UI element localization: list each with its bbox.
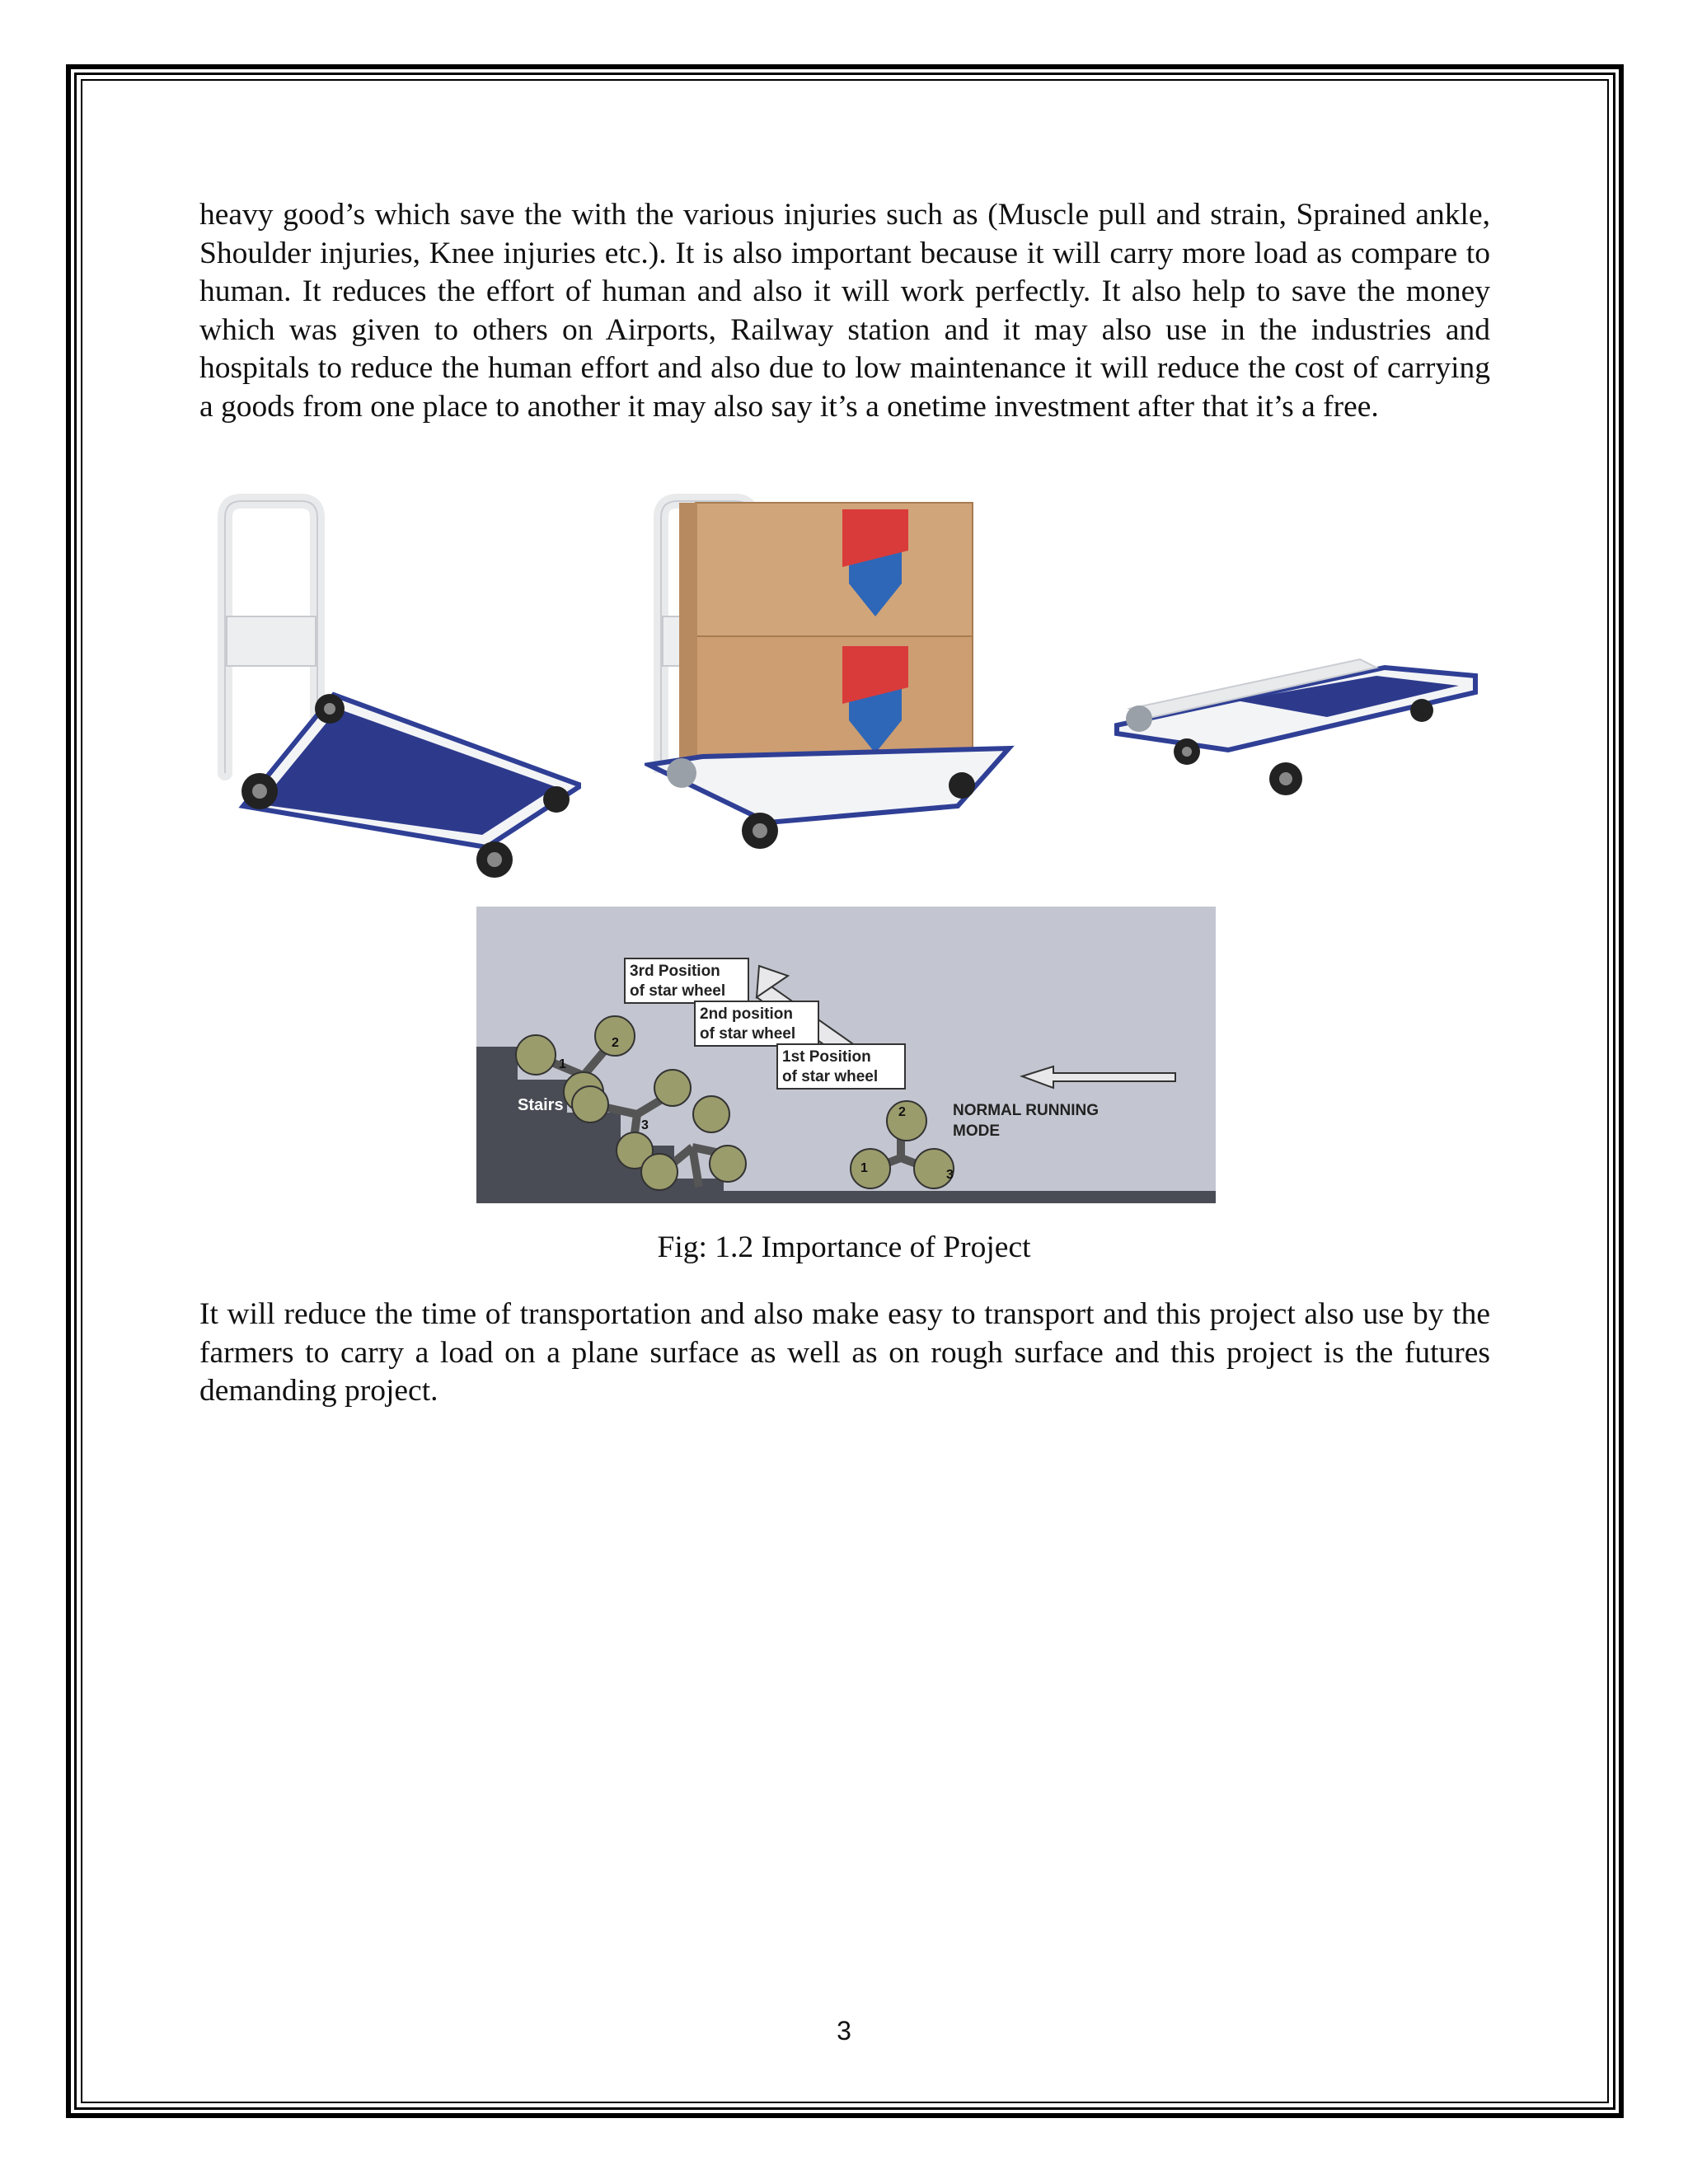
- wheel-number: 2: [898, 1105, 906, 1119]
- label-3rd-line1: 3rd Position: [630, 963, 720, 980]
- wheel-number: 1: [860, 1161, 868, 1175]
- label-1st-line1: 1st Position: [782, 1048, 871, 1066]
- body-paragraph-2: It will reduce the time of transportation and also make easy to transport and this project also use by the farmers to carry a load on a plane surface as well as on rough surface and this project is the futures demanding project.: [199, 1297, 1490, 1408]
- trolley-image-loaded: [645, 493, 1015, 855]
- star-wheel-diagram: [476, 907, 1216, 1203]
- label-3rd-line2: of star wheel: [630, 982, 726, 1000]
- trolley-image-folded: [1113, 651, 1484, 808]
- mode-label-line1: NORMAL RUNNING: [953, 1102, 1099, 1119]
- trolley-image-empty: [202, 493, 581, 880]
- mode-label-line2: MODE: [953, 1122, 1000, 1140]
- wheel-number: 2: [612, 1036, 619, 1050]
- wheel-number: 3: [641, 1118, 649, 1132]
- label-1st-line2: of star wheel: [782, 1068, 879, 1085]
- page-number: 3: [837, 2016, 851, 2046]
- label-2nd-line1: 2nd position: [700, 1005, 793, 1023]
- wheel-number: 3: [946, 1168, 954, 1182]
- figure-caption: Fig: 1.2 Importance of Project: [657, 1230, 1031, 1264]
- wheel-number: 1: [559, 1057, 566, 1071]
- body-paragraph-1: heavy good’s which save the with the various injuries such as (Muscle pull and strain, Sprained ankle, Shoulder injuries, Knee injuries etc.). It is also important because it will carry more load as compare to human. It reduces the effort of human and also it will work perfectly. It also help to save the money which was given to others on Airports, Railway station and it may also use in the industries and hospitals to reduce the human effort and also due to low maintenance it will reduce the cost of carrying a goods from one place to another it may also say it’s a onetime investment after that it’s a free.: [199, 198, 1490, 424]
- stairs-label: Stairs: [518, 1096, 564, 1114]
- label-2nd-line2: of star wheel: [700, 1025, 796, 1043]
